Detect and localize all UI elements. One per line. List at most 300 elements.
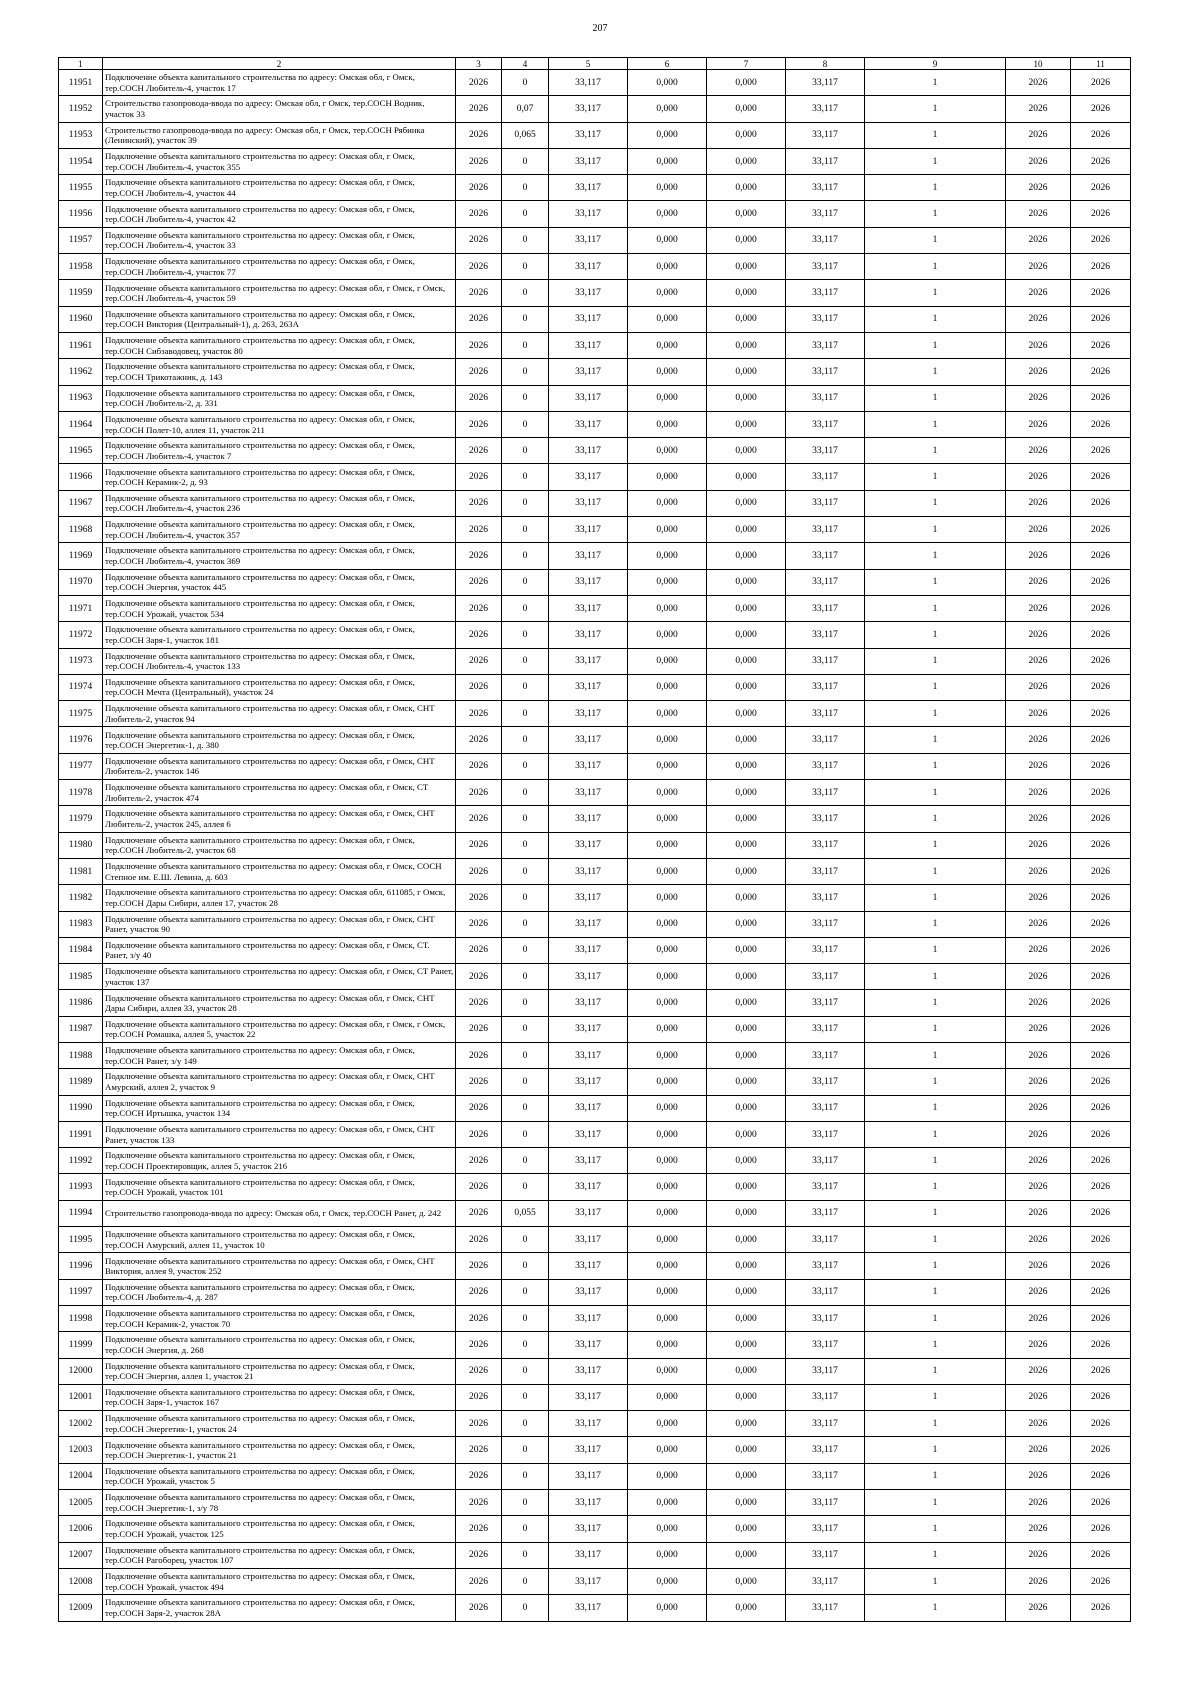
col-header-4: 4 <box>502 58 549 70</box>
row-number: 11979 <box>59 806 103 832</box>
row-col-11: 2026 <box>1071 359 1131 385</box>
investment-table <box>58 57 1131 1622</box>
row-col-10: 2026 <box>1006 148 1071 174</box>
row-col-9: 1 <box>865 227 1006 253</box>
table-row <box>59 1200 1131 1226</box>
table-body <box>59 70 1131 1622</box>
table-row <box>59 1069 1131 1095</box>
row-description: Подключение объекта капитального строительства по адресу: Омская обл, г Омск, тер.СОСН Любитель-4, участок 355 <box>103 148 456 174</box>
row-col-5: 33,117 <box>549 201 628 227</box>
row-description: Подключение объекта капитального строительства по адресу: Омская обл, г Омск, СНТ Ранет, участок 90 <box>103 911 456 937</box>
row-col-8: 33,117 <box>786 543 865 569</box>
row-col-5: 33,117 <box>549 1490 628 1516</box>
row-col-9: 1 <box>865 1227 1006 1253</box>
row-col-9: 1 <box>865 990 1006 1016</box>
row-col-6: 0,000 <box>628 280 707 306</box>
col-header-2: 2 <box>103 58 456 70</box>
row-col-7: 0,000 <box>707 806 786 832</box>
row-number: 11995 <box>59 1227 103 1253</box>
row-col-9: 1 <box>865 1121 1006 1147</box>
row-col-4: 0 <box>502 1042 549 1068</box>
row-col-11: 2026 <box>1071 1332 1131 1358</box>
row-col-8: 33,117 <box>786 438 865 464</box>
row-col-11: 2026 <box>1071 490 1131 516</box>
row-col-3: 2026 <box>456 1148 502 1174</box>
row-col-7: 0,000 <box>707 1411 786 1437</box>
row-col-4: 0 <box>502 359 549 385</box>
row-description: Подключение объекта капитального строительства по адресу: Омская обл, г Омск, СНТ Виктория, аллея 9, участок 252 <box>103 1253 456 1279</box>
row-col-9: 1 <box>865 1279 1006 1305</box>
row-col-11: 2026 <box>1071 937 1131 963</box>
page-number: 207 <box>592 23 608 34</box>
row-number: 11971 <box>59 595 103 621</box>
row-col-7: 0,000 <box>707 1358 786 1384</box>
table-row <box>59 227 1131 253</box>
row-description: Подключение объекта капитального строительства по адресу: Омская обл, г Омск, тер.СОСН Рагоборец, участок 107 <box>103 1542 456 1568</box>
row-col-3: 2026 <box>456 490 502 516</box>
row-col-6: 0,000 <box>628 1437 707 1463</box>
row-col-5: 33,117 <box>549 1279 628 1305</box>
row-col-7: 0,000 <box>707 1095 786 1121</box>
row-col-3: 2026 <box>456 569 502 595</box>
table-row <box>59 175 1131 201</box>
row-col-11: 2026 <box>1071 1095 1131 1121</box>
row-col-6: 0,000 <box>628 543 707 569</box>
row-col-8: 33,117 <box>786 1516 865 1542</box>
row-col-9: 1 <box>865 1174 1006 1200</box>
row-col-9: 1 <box>865 1305 1006 1331</box>
row-col-8: 33,117 <box>786 595 865 621</box>
row-number: 11955 <box>59 175 103 201</box>
row-col-9: 1 <box>865 595 1006 621</box>
row-description: Подключение объекта капитального строительства по адресу: Омская обл, г Омск, тер.СОСН Любитель-2, участок 68 <box>103 832 456 858</box>
row-col-6: 0,000 <box>628 70 707 96</box>
row-col-7: 0,000 <box>707 543 786 569</box>
row-col-6: 0,000 <box>628 595 707 621</box>
row-col-8: 33,117 <box>786 70 865 96</box>
col-header-9: 9 <box>865 58 1006 70</box>
row-number: 11959 <box>59 280 103 306</box>
row-col-10: 2026 <box>1006 1121 1071 1147</box>
row-col-10: 2026 <box>1006 885 1071 911</box>
row-col-7: 0,000 <box>707 1174 786 1200</box>
row-col-4: 0,07 <box>502 96 549 122</box>
row-col-6: 0,000 <box>628 911 707 937</box>
row-col-3: 2026 <box>456 780 502 806</box>
row-description: Подключение объекта капитального строительства по адресу: Омская обл, г Омск, тер.СОСН Полет-10, аллея 11, участок 211 <box>103 411 456 437</box>
row-col-3: 2026 <box>456 701 502 727</box>
row-col-7: 0,000 <box>707 1516 786 1542</box>
row-col-3: 2026 <box>456 1463 502 1489</box>
row-col-8: 33,117 <box>786 832 865 858</box>
row-col-9: 1 <box>865 674 1006 700</box>
row-number: 11978 <box>59 780 103 806</box>
row-col-11: 2026 <box>1071 1490 1131 1516</box>
row-col-11: 2026 <box>1071 122 1131 148</box>
row-col-4: 0 <box>502 569 549 595</box>
row-description: Подключение объекта капитального строительства по адресу: Омская обл, г Омск, г Омск, тер.СОСН Любитель-4, участок 59 <box>103 280 456 306</box>
row-col-5: 33,117 <box>549 96 628 122</box>
row-col-3: 2026 <box>456 359 502 385</box>
column-number-row <box>59 58 1131 70</box>
row-description: Подключение объекта капитального строительства по адресу: Омская обл, г Омск, тер.СОСН Ранет, з/у 149 <box>103 1042 456 1068</box>
row-col-8: 33,117 <box>786 122 865 148</box>
row-col-4: 0,065 <box>502 122 549 148</box>
row-col-6: 0,000 <box>628 1358 707 1384</box>
row-col-6: 0,000 <box>628 1516 707 1542</box>
row-col-5: 33,117 <box>549 70 628 96</box>
row-col-3: 2026 <box>456 96 502 122</box>
row-col-4: 0 <box>502 280 549 306</box>
row-description: Подключение объекта капитального строительства по адресу: Омская обл, г Омск, тер.СОСН Энергетик-1, участок 21 <box>103 1437 456 1463</box>
row-col-3: 2026 <box>456 411 502 437</box>
row-col-3: 2026 <box>456 990 502 1016</box>
row-col-8: 33,117 <box>786 1358 865 1384</box>
row-description: Подключение объекта капитального строительства по адресу: Омская обл, г Омск, тер.СОСН Энергетик-1, з/у 78 <box>103 1490 456 1516</box>
row-description: Подключение объекта капитального строительства по адресу: Омская обл, г Омск, тер.СОСН Сибзаводовец, участок 80 <box>103 332 456 358</box>
row-col-8: 33,117 <box>786 1200 865 1226</box>
table-row <box>59 885 1131 911</box>
row-col-6: 0,000 <box>628 359 707 385</box>
row-col-8: 33,117 <box>786 806 865 832</box>
row-col-8: 33,117 <box>786 622 865 648</box>
row-col-5: 33,117 <box>549 306 628 332</box>
row-col-8: 33,117 <box>786 517 865 543</box>
row-col-7: 0,000 <box>707 727 786 753</box>
row-col-4: 0 <box>502 1463 549 1489</box>
row-col-4: 0 <box>502 1358 549 1384</box>
row-col-8: 33,117 <box>786 1384 865 1410</box>
table-row <box>59 1095 1131 1121</box>
row-col-4: 0 <box>502 1411 549 1437</box>
row-col-10: 2026 <box>1006 1516 1071 1542</box>
row-col-9: 1 <box>865 70 1006 96</box>
row-col-5: 33,117 <box>549 806 628 832</box>
row-col-11: 2026 <box>1071 780 1131 806</box>
row-col-7: 0,000 <box>707 359 786 385</box>
row-col-8: 33,117 <box>786 1568 865 1594</box>
row-number: 11981 <box>59 858 103 884</box>
row-col-8: 33,117 <box>786 1305 865 1331</box>
row-col-9: 1 <box>865 1542 1006 1568</box>
table-row <box>59 1016 1131 1042</box>
row-number: 11982 <box>59 885 103 911</box>
row-col-6: 0,000 <box>628 937 707 963</box>
table-row <box>59 832 1131 858</box>
row-number: 12003 <box>59 1437 103 1463</box>
row-col-11: 2026 <box>1071 806 1131 832</box>
row-col-7: 0,000 <box>707 175 786 201</box>
row-col-4: 0 <box>502 1174 549 1200</box>
row-col-7: 0,000 <box>707 1384 786 1410</box>
row-col-8: 33,117 <box>786 937 865 963</box>
row-col-8: 33,117 <box>786 1437 865 1463</box>
table-row <box>59 858 1131 884</box>
row-col-8: 33,117 <box>786 1253 865 1279</box>
row-col-7: 0,000 <box>707 1069 786 1095</box>
row-col-10: 2026 <box>1006 1069 1071 1095</box>
row-number: 11965 <box>59 438 103 464</box>
row-col-6: 0,000 <box>628 701 707 727</box>
row-col-4: 0 <box>502 1227 549 1253</box>
table-row <box>59 595 1131 621</box>
row-description: Подключение объекта капитального строительства по адресу: Омская обл, г Омск, СТ Любитель-2, участок 474 <box>103 780 456 806</box>
row-description: Подключение объекта капитального строительства по адресу: Омская обл, г Омск, тер.СОСН Виктория (Центральный-1), д. 263, 263А <box>103 306 456 332</box>
row-number: 12008 <box>59 1568 103 1594</box>
row-col-10: 2026 <box>1006 359 1071 385</box>
row-col-5: 33,117 <box>549 148 628 174</box>
row-description: Строительство газопровода-ввода по адресу: Омская обл, г Омск, тер.СОСН Водник, участок 33 <box>103 96 456 122</box>
row-number: 11962 <box>59 359 103 385</box>
row-col-3: 2026 <box>456 332 502 358</box>
row-col-4: 0 <box>502 332 549 358</box>
table-row <box>59 517 1131 543</box>
row-number: 11999 <box>59 1332 103 1358</box>
col-header-11: 11 <box>1071 58 1131 70</box>
row-number: 11992 <box>59 1148 103 1174</box>
row-col-3: 2026 <box>456 1253 502 1279</box>
row-description: Подключение объекта капитального строительства по адресу: Омская обл, г Омск, тер.СОСН Энергия, д. 268 <box>103 1332 456 1358</box>
row-col-5: 33,117 <box>549 885 628 911</box>
row-col-5: 33,117 <box>549 1437 628 1463</box>
row-col-5: 33,117 <box>549 1358 628 1384</box>
row-col-9: 1 <box>865 385 1006 411</box>
row-description: Подключение объекта капитального строительства по адресу: Омская обл, г Омск, тер.СОСН Любитель-4, участок 357 <box>103 517 456 543</box>
row-col-11: 2026 <box>1071 674 1131 700</box>
row-col-4: 0 <box>502 1332 549 1358</box>
row-col-4: 0 <box>502 1384 549 1410</box>
table-row <box>59 332 1131 358</box>
row-col-4: 0 <box>502 306 549 332</box>
row-col-5: 33,117 <box>549 332 628 358</box>
row-col-6: 0,000 <box>628 1069 707 1095</box>
row-col-4: 0 <box>502 1542 549 1568</box>
row-col-5: 33,117 <box>549 1121 628 1147</box>
col-header-3: 3 <box>456 58 502 70</box>
row-description: Подключение объекта капитального строительства по адресу: Омская обл, г Омск, тер.СОСН Любитель-4, участок 33 <box>103 227 456 253</box>
row-number: 11969 <box>59 543 103 569</box>
row-col-11: 2026 <box>1071 1516 1131 1542</box>
row-number: 11952 <box>59 96 103 122</box>
row-col-7: 0,000 <box>707 148 786 174</box>
row-col-8: 33,117 <box>786 648 865 674</box>
row-col-10: 2026 <box>1006 1174 1071 1200</box>
row-number: 11997 <box>59 1279 103 1305</box>
row-col-10: 2026 <box>1006 280 1071 306</box>
row-col-8: 33,117 <box>786 727 865 753</box>
row-col-4: 0 <box>502 438 549 464</box>
row-col-5: 33,117 <box>549 1095 628 1121</box>
row-col-11: 2026 <box>1071 175 1131 201</box>
row-col-4: 0 <box>502 227 549 253</box>
row-col-10: 2026 <box>1006 122 1071 148</box>
row-col-9: 1 <box>865 1463 1006 1489</box>
row-col-9: 1 <box>865 411 1006 437</box>
row-col-6: 0,000 <box>628 1384 707 1410</box>
row-col-11: 2026 <box>1071 1568 1131 1594</box>
row-col-11: 2026 <box>1071 1016 1131 1042</box>
row-col-7: 0,000 <box>707 517 786 543</box>
row-col-8: 33,117 <box>786 674 865 700</box>
row-col-9: 1 <box>865 306 1006 332</box>
row-number: 11956 <box>59 201 103 227</box>
row-col-6: 0,000 <box>628 438 707 464</box>
row-col-5: 33,117 <box>549 1227 628 1253</box>
table-row <box>59 622 1131 648</box>
row-col-6: 0,000 <box>628 201 707 227</box>
table-row <box>59 1463 1131 1489</box>
row-col-9: 1 <box>865 175 1006 201</box>
row-col-5: 33,117 <box>549 517 628 543</box>
row-description: Подключение объекта капитального строительства по адресу: Омская обл, г Омск, СОСН Степное им. Е.Ш. Левина, д. 603 <box>103 858 456 884</box>
row-description: Подключение объекта капитального строительства по адресу: Омская обл, г Омск, СНТ Дары Сибири, аллея 33, участок 28 <box>103 990 456 1016</box>
row-number: 11975 <box>59 701 103 727</box>
row-col-7: 0,000 <box>707 937 786 963</box>
row-description: Подключение объекта капитального строительства по адресу: Омская обл, г Омск, тер.СОСН Любитель-4, участок 42 <box>103 201 456 227</box>
row-col-7: 0,000 <box>707 385 786 411</box>
row-col-7: 0,000 <box>707 569 786 595</box>
row-col-7: 0,000 <box>707 964 786 990</box>
row-col-5: 33,117 <box>549 490 628 516</box>
table-row <box>59 701 1131 727</box>
row-col-6: 0,000 <box>628 622 707 648</box>
row-col-8: 33,117 <box>786 858 865 884</box>
row-col-8: 33,117 <box>786 148 865 174</box>
row-col-8: 33,117 <box>786 411 865 437</box>
row-col-5: 33,117 <box>549 438 628 464</box>
row-number: 12009 <box>59 1595 103 1621</box>
table-row <box>59 1227 1131 1253</box>
row-col-8: 33,117 <box>786 1595 865 1621</box>
row-col-10: 2026 <box>1006 990 1071 1016</box>
row-col-11: 2026 <box>1071 622 1131 648</box>
row-col-6: 0,000 <box>628 806 707 832</box>
row-col-5: 33,117 <box>549 1463 628 1489</box>
row-col-3: 2026 <box>456 1542 502 1568</box>
row-number: 12007 <box>59 1542 103 1568</box>
table-row <box>59 1253 1131 1279</box>
row-col-9: 1 <box>865 254 1006 280</box>
row-description: Подключение объекта капитального строительства по адресу: Омская обл, г Омск, тер.СОСН Мечта (Центральный), участок 24 <box>103 674 456 700</box>
row-description: Подключение объекта капитального строительства по адресу: Омская обл, г Омск, тер.СОСН Любитель-4, участок 17 <box>103 70 456 96</box>
row-col-9: 1 <box>865 1095 1006 1121</box>
row-col-11: 2026 <box>1071 411 1131 437</box>
row-col-4: 0 <box>502 1437 549 1463</box>
row-col-5: 33,117 <box>549 990 628 1016</box>
row-col-6: 0,000 <box>628 490 707 516</box>
row-col-8: 33,117 <box>786 490 865 516</box>
row-col-7: 0,000 <box>707 885 786 911</box>
row-description: Подключение объекта капитального строительства по адресу: Омская обл, г Омск, СНТ Любитель-2, участок 146 <box>103 753 456 779</box>
row-col-9: 1 <box>865 806 1006 832</box>
row-col-3: 2026 <box>456 70 502 96</box>
row-col-6: 0,000 <box>628 648 707 674</box>
row-col-10: 2026 <box>1006 648 1071 674</box>
row-col-9: 1 <box>865 1358 1006 1384</box>
row-col-9: 1 <box>865 1069 1006 1095</box>
row-col-10: 2026 <box>1006 1358 1071 1384</box>
row-col-6: 0,000 <box>628 1253 707 1279</box>
row-col-8: 33,117 <box>786 1411 865 1437</box>
row-col-10: 2026 <box>1006 674 1071 700</box>
row-description: Подключение объекта капитального строительства по адресу: Омская обл, г Омск, тер.СОСН Любитель-4, участок 236 <box>103 490 456 516</box>
row-col-4: 0 <box>502 832 549 858</box>
row-col-11: 2026 <box>1071 1121 1131 1147</box>
row-col-5: 33,117 <box>549 254 628 280</box>
row-col-6: 0,000 <box>628 780 707 806</box>
row-col-5: 33,117 <box>549 964 628 990</box>
row-col-6: 0,000 <box>628 1016 707 1042</box>
row-col-6: 0,000 <box>628 1042 707 1068</box>
row-col-11: 2026 <box>1071 1542 1131 1568</box>
row-col-4: 0 <box>502 990 549 1016</box>
row-col-9: 1 <box>865 937 1006 963</box>
row-col-6: 0,000 <box>628 1305 707 1331</box>
row-col-3: 2026 <box>456 1437 502 1463</box>
row-col-7: 0,000 <box>707 122 786 148</box>
row-col-5: 33,117 <box>549 780 628 806</box>
row-description: Подключение объекта капитального строительства по адресу: Омская обл, г Омск, тер.СОСН Энергетик-1, участок 24 <box>103 1411 456 1437</box>
row-col-5: 33,117 <box>549 1200 628 1226</box>
table-row <box>59 937 1131 963</box>
row-col-6: 0,000 <box>628 1463 707 1489</box>
row-col-10: 2026 <box>1006 1253 1071 1279</box>
col-header-6: 6 <box>628 58 707 70</box>
row-col-6: 0,000 <box>628 385 707 411</box>
row-col-9: 1 <box>865 148 1006 174</box>
row-col-11: 2026 <box>1071 964 1131 990</box>
row-col-4: 0 <box>502 411 549 437</box>
row-col-5: 33,117 <box>549 569 628 595</box>
row-col-6: 0,000 <box>628 1200 707 1226</box>
row-col-10: 2026 <box>1006 937 1071 963</box>
row-col-5: 33,117 <box>549 937 628 963</box>
row-col-8: 33,117 <box>786 753 865 779</box>
col-header-10: 10 <box>1006 58 1071 70</box>
row-col-8: 33,117 <box>786 464 865 490</box>
row-col-11: 2026 <box>1071 1279 1131 1305</box>
row-col-7: 0,000 <box>707 201 786 227</box>
row-col-6: 0,000 <box>628 1279 707 1305</box>
row-col-3: 2026 <box>456 122 502 148</box>
row-description: Подключение объекта капитального строительства по адресу: Омская обл, г Омск, тер.СОСН Заря-1, участок 167 <box>103 1384 456 1410</box>
row-col-3: 2026 <box>456 911 502 937</box>
row-col-4: 0 <box>502 701 549 727</box>
row-col-4: 0 <box>502 1305 549 1331</box>
row-number: 11966 <box>59 464 103 490</box>
row-col-7: 0,000 <box>707 832 786 858</box>
row-col-9: 1 <box>865 122 1006 148</box>
row-col-8: 33,117 <box>786 1227 865 1253</box>
table-row <box>59 306 1131 332</box>
row-col-5: 33,117 <box>549 1016 628 1042</box>
row-col-6: 0,000 <box>628 122 707 148</box>
table-row <box>59 122 1131 148</box>
row-col-7: 0,000 <box>707 595 786 621</box>
row-col-9: 1 <box>865 280 1006 306</box>
row-col-10: 2026 <box>1006 175 1071 201</box>
row-col-6: 0,000 <box>628 1411 707 1437</box>
row-col-8: 33,117 <box>786 227 865 253</box>
row-col-5: 33,117 <box>549 701 628 727</box>
row-col-10: 2026 <box>1006 70 1071 96</box>
row-col-10: 2026 <box>1006 1542 1071 1568</box>
row-col-5: 33,117 <box>549 622 628 648</box>
row-col-8: 33,117 <box>786 1174 865 1200</box>
table-row <box>59 1542 1131 1568</box>
row-col-3: 2026 <box>456 622 502 648</box>
row-col-5: 33,117 <box>549 280 628 306</box>
